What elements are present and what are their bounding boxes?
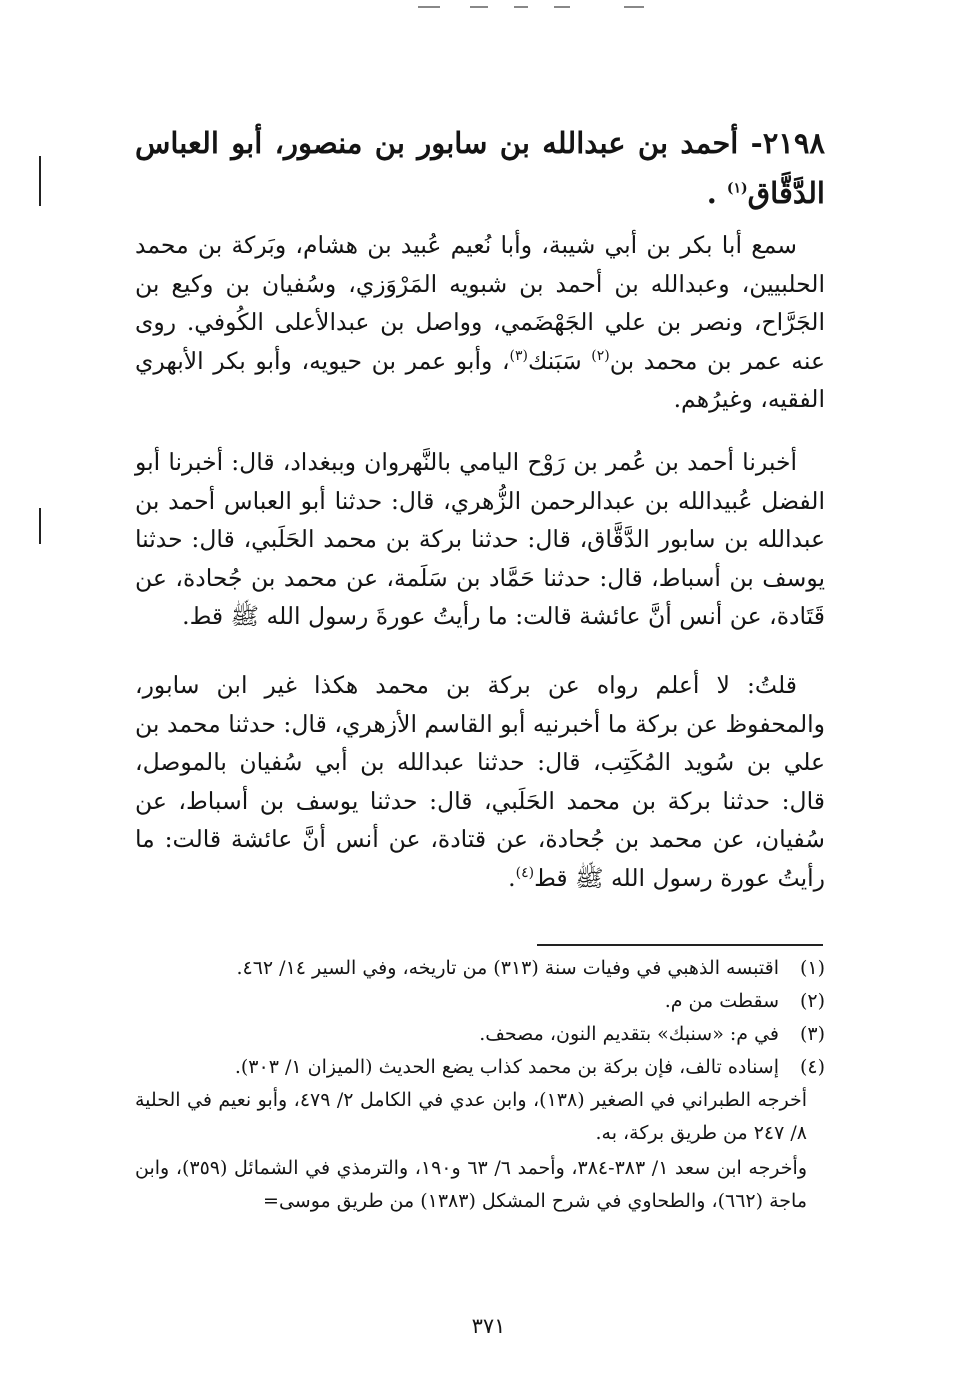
footnote-number: (٢) [799,990,825,1012]
paragraph-commentary [135,666,825,897]
footnote-ref-2: (٢) [591,347,610,364]
margin-mark-top [39,156,41,206]
footnote-4-continuation: أخرجه الطبراني في الصغير (١٣٨)، وابن عدي في الكامل ٢/ ٤٧٩، وأبو نعيم في الحلية ٨/ ٢٤٧ من طريق بركة، به. [135,1089,807,1144]
footnote-text: اقتبسه الذهبي في وفيات سنة (٣١٣) من تاريخه، وفي السير ١٤/ ٤٦٢. [236,957,779,979]
footnote-ref-1: (١) [726,180,748,197]
footnote-3 [135,1018,825,1051]
entry-heading [135,118,825,218]
footnote-text: إسناده تالف، فإن بركة بن محمد كذاب يضع الحديث (الميزان ١/ ٣٠٣). [234,1056,779,1078]
paragraph-hadith-chain-text: أخبرنا أحمد بن عُمر بن رَوْح اليامي بالنَّهروان وببغداد، قال: أخبرنا أبو الفضل عُبيدالله بن عبدالرحمن الزُّهري، قال: حدثنا أبو العباس أحمد بن عبدالله بن سابور الدَّقَّاق، قال: حدثنا بركة بن محمد الحَلَبي، قال: حدثنا يوسف بن أسباط، قال: حدثنا حَمَّاد بن سَلَمة، عن محمد بن جُحادة، عن قَتَادة، عن أنس أنَّ عائشة قالت: ما رأيتُ عورةَ رسول الله ﷺ قط. [135,448,825,630]
paragraph-narrators-a: سمع أبا بكر بن أبي شيبة، وأبا نُعيم عُبيد بن هشام، وبَركة بن محمد الحلبيين، وعبدالله بن أحمد بن شبويه المَرْوَزي، وسُفيان بن وكيع بن الجَرَّاح، ونصر بن علي الجَهْضَمي، وواصل بن عبدالأعلى الكُوفي. روى عنه عمر بن محمد بن [135,231,825,375]
margin-mark-middle [39,508,41,544]
footnote-number: (٣) [799,1023,825,1045]
footnote-number: (١) [799,957,825,979]
paragraph-narrators-c: ، وأبو عمر بن حيويه، وأبو بكر الأبهري الفقيه، وغيرُهم. [135,346,825,413]
entry-title: أحمد بن عبدالله بن سابور بن منصور، أبو العباس الدَّقَّاق [135,126,825,210]
paragraph-commentary-end: . [508,863,516,892]
footnote-1 [135,952,825,985]
paragraph-commentary-text: قلتُ: لا أعلم رواه عن بركة بن محمد هكذا غير ابن سابور، والمحفوظ عن بركة ما أخبرنيه أبو القاسم الأزهري، قال: حدثنا محمد بن علي بن سُويد المُكَتِب، قال: حدثنا عبدالله بن أبي سُفيان بالموصل، قال: حدثنا بركة بن محمد الحَلَبي، قال: حدثنا يوسف بن أسباط، عن سُفيان، عن محمد بن جُحادة، عن قتادة، عن أنس أنَّ عائشة قالت: ما رأيتُ عورة رسول الله ﷺ قط [135,671,825,892]
footnote-ref-3: (٣) [509,347,528,364]
paragraph-hadith-chain [135,443,825,636]
entry-number: ٢١٩٨ [762,126,826,160]
footnote-4-continuation: وأخرجه ابن سعد ١/ ٣٨٣-٣٨٤، وأحمد ٦/ ٦٣ و١٩٠، والترمذي في الشمائل (٣٥٩)، وابن ماجة (٦٦٢)، والطحاوي في شرح المشكل (١٣٨٣) من طريق موسى= [135,1157,807,1212]
footnote-ref-4: (٤) [515,864,535,881]
footnote-text: في م: «سنبك» بتقديم النون، مصحف. [479,1023,779,1045]
footnote-number: (٤) [799,1056,825,1078]
paragraph-narrators-b: سَبَنك [528,346,592,375]
footnote-2 [135,985,825,1018]
entry-title-end: . [706,176,727,210]
footnotes [135,952,825,1218]
entry-dash: - [738,126,763,160]
footnote-text: سقطت من م. [664,990,779,1012]
footnote-separator [537,944,823,946]
page-number: ٣٧١ [471,1314,506,1338]
paragraph-narrators [135,226,825,419]
top-edge-marks [418,6,668,10]
footnote-4 [135,1051,825,1084]
